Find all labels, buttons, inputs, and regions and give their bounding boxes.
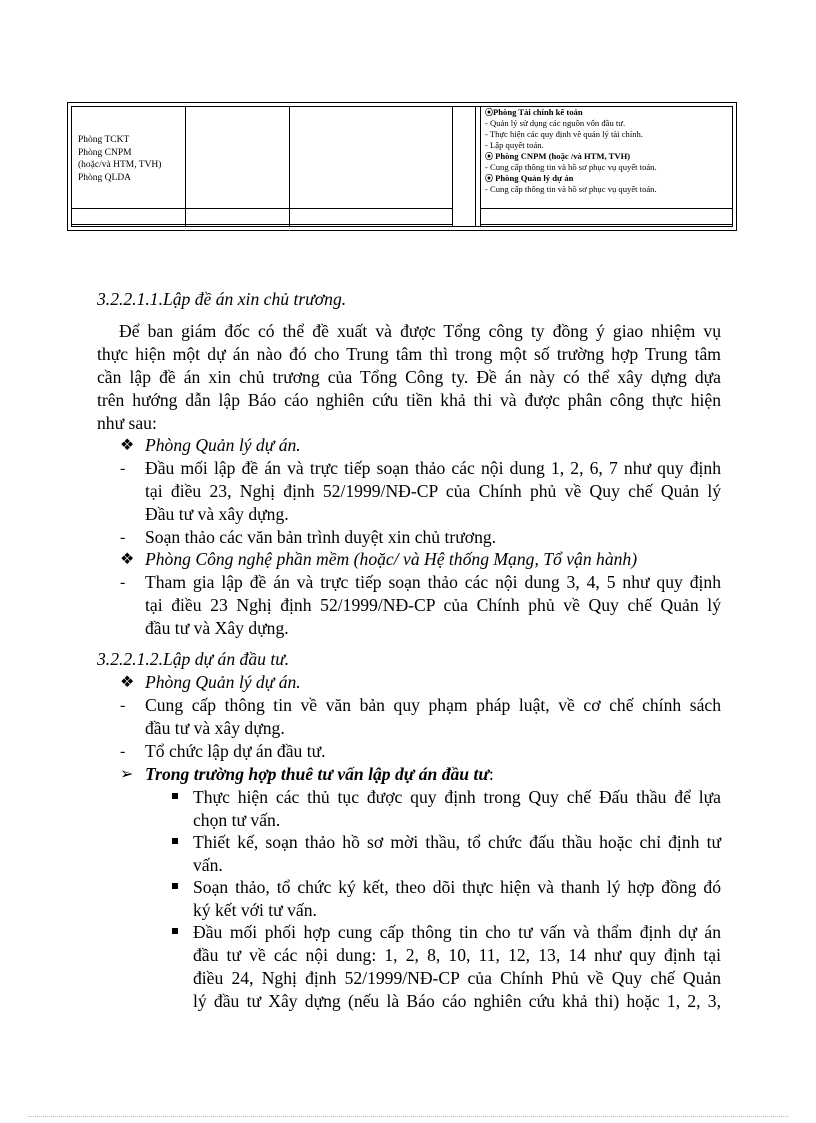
section-title: 3.2.2.1.1.Lập đề án xin chủ trương. — [97, 289, 347, 309]
circle-icon: ⦿ — [485, 152, 493, 161]
list-item-line: Đầu mối phối hợp cung cấp thông tin cho tư vấn và thẩm định dự án — [193, 922, 721, 942]
table-column-divider — [452, 107, 453, 226]
heading-text: Phòng Quản lý dự án — [495, 173, 574, 183]
circle-icon: ⦿ — [485, 108, 493, 117]
heading-text: Phòng Tài chính kế toán — [493, 107, 583, 117]
table-row-divider — [72, 208, 452, 209]
list-item-line: Thực hiện các thủ tục được quy định trong Quy chế Đấu thầu để lựa — [193, 787, 721, 807]
table-cell-responsibilities — [485, 107, 735, 195]
arrow-bullet-icon: ➢ — [120, 766, 134, 783]
department-heading: Phòng Công nghệ phần mềm (hoặc/ và Hệ thống Mạng, Tổ vận hành) — [145, 549, 638, 569]
paragraph-line: trên hướng dẫn lập Báo cáo nghiên cứu tiền khả thi và được phân công thực hiện — [97, 390, 721, 410]
page-bottom-divider — [28, 1116, 788, 1117]
table-cell-line: Phòng CNPM — [78, 147, 132, 158]
table-cell-line: Phòng QLDA — [78, 172, 132, 183]
diamond-bullet-icon: ❖ — [120, 437, 135, 454]
square-bullet-icon — [172, 928, 178, 934]
table-column-divider — [475, 107, 476, 226]
table-cell-line: Phòng TCKT — [78, 135, 130, 145]
diamond-bullet-icon: ❖ — [120, 674, 135, 691]
list-item-line: Tham gia lập đề án và trực tiếp soạn thảo các nội dung 3, 4, 5 như quy định — [145, 572, 721, 592]
table-inner-border — [71, 106, 733, 227]
table-row-divider — [480, 224, 732, 225]
list-item-line: chọn tư vấn. — [193, 810, 281, 830]
table-row-divider — [480, 208, 732, 209]
diamond-bullet-icon: ❖ — [120, 551, 135, 568]
table-cell-line: - Cung cấp thông tin và hồ sơ phục vụ quyết toán. — [485, 162, 657, 172]
department-heading: Phòng Quản lý dự án. — [145, 672, 301, 692]
paragraph-line: thực hiện một dự án nào đó cho Trung tâm thì trong một số trường hợp Trung tâm — [97, 344, 721, 364]
case-heading-colon: : — [488, 764, 494, 784]
list-item-line: ký kết với tư vấn. — [193, 900, 317, 920]
dash-bullet-icon: - — [120, 743, 126, 760]
list-item-line: tại điều 23, Nghị định 52/1999/NĐ-CP của Chính phủ về Quy chế Quản lý — [145, 481, 721, 501]
table-cell-heading — [485, 151, 735, 162]
list-item-line: Đầu tư và xây dựng. — [145, 504, 289, 524]
paragraph-line: Để ban giám đốc có thể đề xuất và được Tổng công ty đồng ý giao nhiệm vụ — [119, 321, 721, 341]
case-heading — [145, 763, 494, 786]
list-item-line: đầu tư về các nội dung: 1, 2, 8, 10, 11, 12, 13, 14 như quy định tại — [193, 945, 721, 965]
list-item-line: đầu tư và xây dựng. — [145, 718, 285, 738]
table-cell-line: - Cung cấp thông tin và hồ sơ phục vụ quyết toán. — [485, 184, 657, 194]
table-cell-line: (hoặc/và HTM, TVH) — [78, 160, 162, 170]
table-cell-departments — [78, 134, 161, 184]
heading-text: Phòng CNPM (hoặc /và HTM, TVH) — [495, 151, 631, 161]
list-item-line: Cung cấp thông tin về văn bản quy phạm pháp luật, về cơ chế chính sách — [145, 695, 721, 715]
case-heading-text: Trong trường hợp thuê tư vấn lập dự án đầu tư — [145, 764, 489, 784]
table-cell-line: - Thực hiện các quy định về quản lý tài chính. — [485, 129, 643, 139]
list-item-line: Tổ chức lập dự án đầu tư. — [145, 741, 326, 761]
circle-icon: ⦿ — [485, 174, 493, 183]
table-row-divider — [72, 224, 452, 225]
dash-bullet-icon: - — [120, 574, 126, 591]
table-cell-heading — [485, 173, 735, 184]
paragraph-line: cần lập đề án xin chủ trương của Tổng Công ty. Đề án này có thể xây dựng dựa — [97, 367, 721, 387]
list-item-line: điều 24, Nghị định 52/1999/NĐ-CP của Chính Phủ về Quy chế Quản — [193, 968, 721, 988]
list-item-line: lý đầu tư Xây dựng (nếu là Báo cáo nghiên cứu khả thi) hoặc 1, 2, 3, — [193, 991, 721, 1011]
list-item-line: Đầu mối lập đề án và trực tiếp soạn thảo các nội dung 1, 2, 6, 7 như quy định — [145, 458, 721, 478]
list-item-line: Soạn thảo, tổ chức ký kết, theo dõi thực hiện và thanh lý hợp đồng đó — [193, 877, 721, 897]
table-cell-line: - Quản lý sử dụng các nguồn vốn đầu tư. — [485, 118, 626, 128]
list-item-line: Thiết kế, soạn thảo hồ sơ mời thầu, tổ chức đấu thầu hoặc chỉ định tư — [193, 832, 721, 852]
list-item-line: đầu tư và Xây dựng. — [145, 618, 289, 638]
dash-bullet-icon: - — [120, 529, 126, 546]
dash-bullet-icon: - — [120, 697, 126, 714]
section-title: 3.2.2.1.2.Lập dự án đầu tư. — [97, 649, 290, 669]
square-bullet-icon — [172, 793, 178, 799]
paragraph-line: như sau: — [97, 413, 157, 433]
table-cell-heading — [485, 107, 735, 118]
list-item-line: Soạn thảo các văn bản trình duyệt xin chủ trương. — [145, 527, 497, 547]
table-cell-line: - Lập quyết toán. — [485, 140, 544, 150]
department-heading: Phòng Quản lý dự án. — [145, 435, 301, 455]
list-item-line: vấn. — [193, 855, 223, 875]
square-bullet-icon — [172, 883, 178, 889]
square-bullet-icon — [172, 838, 178, 844]
dash-bullet-icon: - — [120, 460, 126, 477]
responsibility-table — [67, 102, 737, 231]
list-item-line: tại điều 23 Nghị định 52/1999/NĐ-CP của Chính phủ về Quy chế Quản lý — [145, 595, 721, 615]
